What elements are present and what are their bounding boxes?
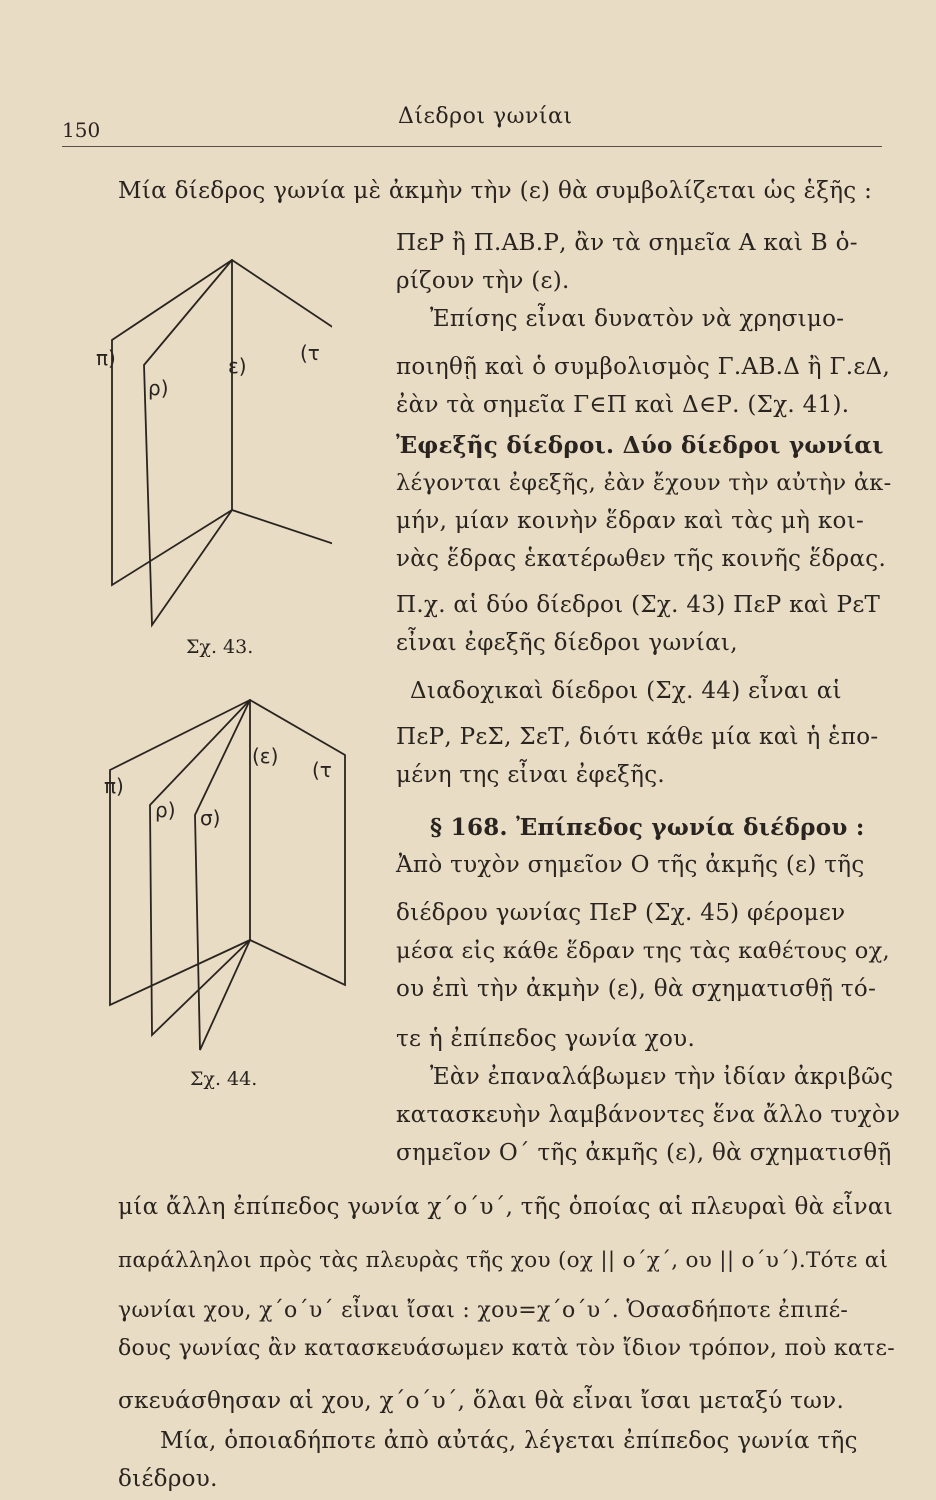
text-line: ου ἐπὶ τὴν ἀκμὴν (ε), θὰ σχηματισθῇ τό- xyxy=(396,976,877,1002)
figure-43-caption: Σχ. 43. xyxy=(186,636,254,658)
text-line: γωνίαι χου, χ΄ο΄υ΄ εἶναι ἴσαι : χου=χ΄ο΄υ΄. Ὁσασδήποτε ἐπιπέ- xyxy=(118,1298,849,1323)
text-line: δους γωνίας ἂν κατασκευάσωμεν κατὰ τὸν ἴδιον τρόπον, ποὺ κατε- xyxy=(118,1336,895,1361)
running-title: Δίεδροι γωνίαι xyxy=(398,104,573,129)
fig43-label-rho: ρ) xyxy=(148,376,169,400)
figure-43-diagram xyxy=(92,255,332,635)
fig44-label-sigma: σ) xyxy=(200,806,221,830)
fig43-label-pi: π) xyxy=(96,346,116,370)
fig43-label-tau: (τ xyxy=(300,341,320,365)
text-line: μένη της εἶναι ἐφεξῆς. xyxy=(396,762,666,788)
fig44-label-tau: (τ xyxy=(312,758,332,782)
text-line: Ἐὰν ἐπαναλάβωμεν τὴν ἰδίαν ἀκριβῶς xyxy=(430,1064,894,1090)
text-line: Μία δίεδρος γωνία μὲ ἀκμὴν τὴν (ε) θὰ συμβολίζεται ὡς ἑξῆς : xyxy=(118,178,873,204)
fig43-label-epsilon: ε) xyxy=(228,354,247,378)
text-line: ἐὰν τὰ σημεῖα Γ∈Π καὶ Δ∈Ρ. (Σχ. 41). xyxy=(396,392,850,418)
text-line: Διαδοχικαὶ δίεδροι (Σχ. 44) εἶναι αἱ xyxy=(410,678,842,704)
text-line: εἶναι ἐφεξῆς δίεδροι γωνίαι, xyxy=(396,630,738,656)
text-line: Μία, ὁποιαδήποτε ἀπὸ αὐτάς, λέγεται ἐπίπεδος γωνία τῆς xyxy=(160,1428,858,1454)
text-line: μήν, μίαν κοινὴν ἕδραν καὶ τὰς μὴ κοι- xyxy=(396,508,865,534)
text-line: ΠεΡ, ΡεΣ, ΣεΤ, διότι κάθε μία καὶ ἡ ἑπο- xyxy=(396,724,879,750)
text-line: σκευάσθησαν αἱ χου, χ΄ο΄υ΄, ὅλαι θὰ εἶναι ἴσαι μεταξύ των. xyxy=(118,1388,845,1414)
fig44-face-sigma xyxy=(195,700,250,1050)
fig44-label-pi: π) xyxy=(104,774,124,798)
fig43-face-rho xyxy=(144,260,232,625)
text-line: Π.χ. αἱ δύο δίεδροι (Σχ. 43) ΠεΡ καὶ ΡεΤ xyxy=(396,592,881,618)
text-line: μία ἄλλη ἐπίπεδος γωνία χ΄ο΄υ΄, τῆς ὁποίας αἱ πλευραὶ θὰ εἶναι xyxy=(118,1194,894,1220)
text-line: ρίζουν τὴν (ε). xyxy=(396,268,570,294)
text-line: διέδρου γωνίας ΠεΡ (Σχ. 45) φέρομεν xyxy=(396,900,846,926)
fig44-face-rho xyxy=(150,700,250,1035)
fig43-face-tau xyxy=(232,260,332,545)
page-number: 150 xyxy=(62,118,101,142)
text-line: κατασκευὴν λαμβάνοντες ἕνα ἄλλο τυχὸν xyxy=(396,1102,901,1128)
header-rule xyxy=(62,146,882,147)
text-line: ΠεΡ ἢ Π.ΑΒ.Ρ, ἂν τὰ σημεῖα Α καὶ Β ὁ- xyxy=(396,230,858,256)
text-line: παράλληλοι πρὸς τὰς πλευρὰς τῆς χου (οχ || ο΄χ΄, ου || ο΄υ΄).Τότε αἱ xyxy=(118,1248,889,1273)
text-line: ποιηθῇ καὶ ὁ συμβολισμὸς Γ.ΑΒ.Δ ἢ Γ.εΔ, xyxy=(396,354,891,380)
text-line: σημεῖον Ο΄ τῆς ἀκμῆς (ε), θὰ σχηματισθῇ xyxy=(396,1140,892,1166)
text-line: διέδρου. xyxy=(118,1466,218,1492)
text-line: λέγονται ἐφεξῆς, ἐὰν ἔχουν τὴν αὐτὴν ἀκ- xyxy=(396,470,892,496)
text-line: μέσα εἰς κάθε ἕδραν της τὰς καθέτους οχ, xyxy=(396,938,890,964)
text-line: Ἐπίσης εἶναι δυνατὸν νὰ χρησιμο- xyxy=(430,306,845,332)
figure-44-diagram xyxy=(100,695,350,1055)
text-line: Ἀπὸ τυχὸν σημεῖον Ο τῆς ἀκμῆς (ε) τῆς xyxy=(396,852,865,878)
text-line: τε ἡ ἐπίπεδος γωνία χου. xyxy=(396,1026,696,1052)
fig44-label-rho: ρ) xyxy=(155,798,176,822)
fig44-face-tau xyxy=(250,700,345,985)
section-heading: § 168. Ἐπίπεδος γωνία διέδρου : xyxy=(430,814,865,841)
text-line: Ἐφεξῆς δίεδροι. Δύο δίεδροι γωνίαι xyxy=(396,432,884,459)
text-line: νὰς ἕδρας ἑκατέρωθεν τῆς κοινῆς ἕδρας. xyxy=(396,546,887,572)
fig44-label-epsilon: (ε) xyxy=(252,744,279,768)
figure-44-caption: Σχ. 44. xyxy=(190,1068,258,1090)
